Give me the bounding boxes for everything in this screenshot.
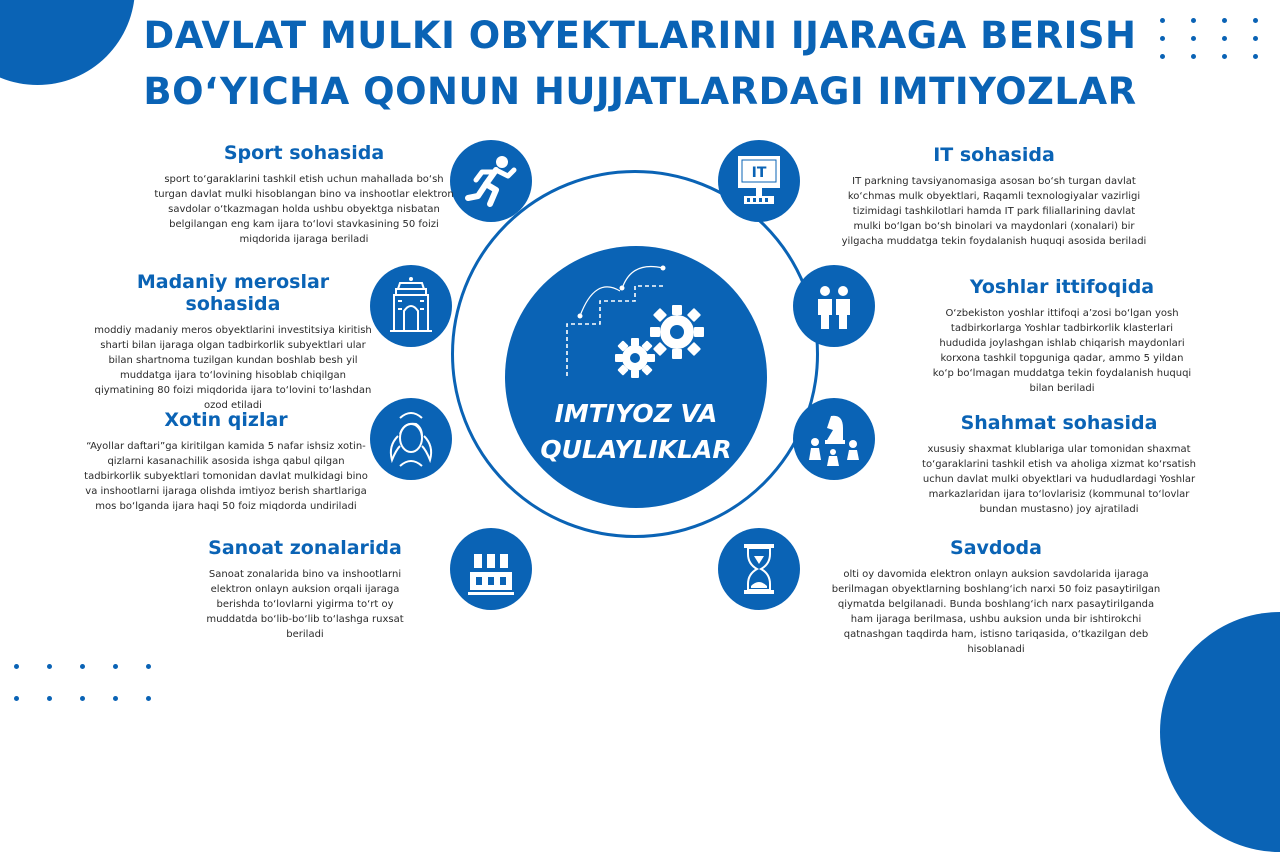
page-title-line-1: DAVLAT MULKI OBYEKTLARINI IJARAGA BERISH <box>143 14 1137 57</box>
it-text: IT parkning tavsiyanomasiga asosan bo‘sh turgan davlat ko‘chmas mulk obyektlari, Raqamli texnologiyalar vazirligi tizimidagi tashkilotlari hamda IT park filiallarining davlat mulki bo‘lgan bo‘sh binolari va maydonlari (xonalari) bir yilgacha muddatga tekin foydalanish huquqi asosida beriladi <box>841 176 1147 247</box>
stairs-gears-icon <box>505 246 767 508</box>
it-screen-label: IT <box>751 165 767 181</box>
it-title: IT sohasida <box>933 144 1055 166</box>
sport-title: Sport sohasida <box>223 142 385 164</box>
center-label <box>505 396 767 468</box>
xotin-text: “Ayollar daftari”ga kiritilgan kamida 5 nafar ishsiz xotin-qizlarni kasanachilik asosida ishga qabul qilgan tadbirkorlik subyektlari tomonidan davlat mulkidagi bino va inshootlarni ijaraga olishda imtiyoz berish shartlariga mos bo‘lganda ijara haqi 50 foiz miqdorda undiriladi <box>84 441 368 512</box>
sanoat-section <box>192 537 418 642</box>
people-icon <box>793 265 875 347</box>
chess-icon <box>793 398 875 480</box>
madaniy-section <box>92 271 374 413</box>
monument-icon <box>370 265 452 347</box>
it-section <box>838 144 1150 249</box>
shahmat-section <box>912 412 1206 517</box>
yoshlar-text: O‘zbekiston yoshlar ittifoqi a’zosi bo‘lgan yosh tadbirkorlarga Yoshlar tadbirkorlik klasterlari hududida joylashgan ishlab chiqarish maydonlari korxona tashkil topguniga qadar, ammo 5 yildan ko‘p bo‘lmagan muddatga tekin foydalanish huquqi bilan beriladi <box>932 308 1192 394</box>
shahmat-icon-circle <box>793 398 875 480</box>
it-icon-circle <box>718 140 800 222</box>
sport-text: sport to‘garaklarini tashkil etish uchun mahallada bo‘sh turgan davlat mulki hisoblangan bino va inshootlar elektron savdolar o‘tkazmagan holda ushbu obyektga nisbatan belgilangan eng kam ijara to‘lovi stavkasining 50 foizi miqdorida ijaraga beriladi <box>154 174 454 245</box>
xotin-title: Xotin qizlar <box>164 409 288 431</box>
sanoat-text: Sanoat zonalarida bino va inshootlarni elektron onlayn auksion orqali ijaraga berishda to‘lovlarni yigirma to‘rt oy muddatda bo‘lib-bo‘lib to‘lashga ruxsat beriladi <box>206 569 404 640</box>
savdo-section <box>830 537 1162 657</box>
savdo-title: Savdoda <box>950 537 1042 559</box>
madaniy-text: moddiy madaniy meros obyektlarini investitsiya kiritish sharti bilan ijaraga olgan tadbirkorlik subyektlari ular bilan shartnoma tuzilgan kundan boshlab besh yil muddatga ijara to‘lovining hisoblab chiqilgan qiymatining 80 foizi miqdorida ijara to‘lovini to‘lashdan ozod etiladi <box>94 325 372 411</box>
center-label-line-1: IMTIYOZ VA <box>554 399 718 428</box>
madaniy-title: Madaniy meroslar sohasida <box>136 271 330 315</box>
page-title-line-2: BO‘YICHA QONUN HUJJATLARDAGI IMTIYOZLAR <box>143 70 1137 113</box>
sanoat-title: Sanoat zonalarida <box>208 537 402 559</box>
sport-section <box>152 142 456 247</box>
yoshlar-section <box>930 276 1194 396</box>
runner-icon <box>450 140 532 222</box>
yoshlar-icon-circle <box>793 265 875 347</box>
woman-icon <box>370 398 452 480</box>
madaniy-icon-circle <box>370 265 452 347</box>
center-circle <box>505 246 767 508</box>
yoshlar-title: Yoshlar ittifoqida <box>969 276 1155 298</box>
sanoat-icon-circle <box>450 528 532 610</box>
xotin-section <box>84 409 368 514</box>
shahmat-text: xususiy shaxmat klublariga ular tomonidan shaxmat to‘garaklarini tashkil etish va aholiga xizmat ko‘rsatish uchun davlat mulki obyektlari va hududlardagi Yoshlar markazlaridan ijara to‘lovlarisiz (kommunal to‘lovlar bundan mustasno) joy ajratiladi <box>922 444 1196 515</box>
hourglass-icon <box>718 528 800 610</box>
center-label-line-2: QULAYLIKLAR <box>540 435 732 464</box>
computer-icon <box>718 140 800 222</box>
savdo-text: olti oy davomida elektron onlayn auksion savdolarida ijaraga berilmagan obyektlarning boshlang‘ich narxi 50 foiz pasaytirilgan qiymatda belgilanadi. Bunda boshlang‘ich narx pasaytirilganda ham ijaraga berilmasa, ushbu auksion unda bir ishtirokchi qatnashgan taqdirda ham, istisno tariqasida, o‘tkazilgan deb hisoblanadi <box>831 569 1161 655</box>
corner-circle-bottom-right <box>1160 612 1280 852</box>
savdo-icon-circle <box>718 528 800 610</box>
sport-icon-circle <box>450 140 532 222</box>
xotin-icon-circle <box>370 398 452 480</box>
factory-icon <box>450 528 532 610</box>
shahmat-title: Shahmat sohasida <box>960 412 1158 434</box>
